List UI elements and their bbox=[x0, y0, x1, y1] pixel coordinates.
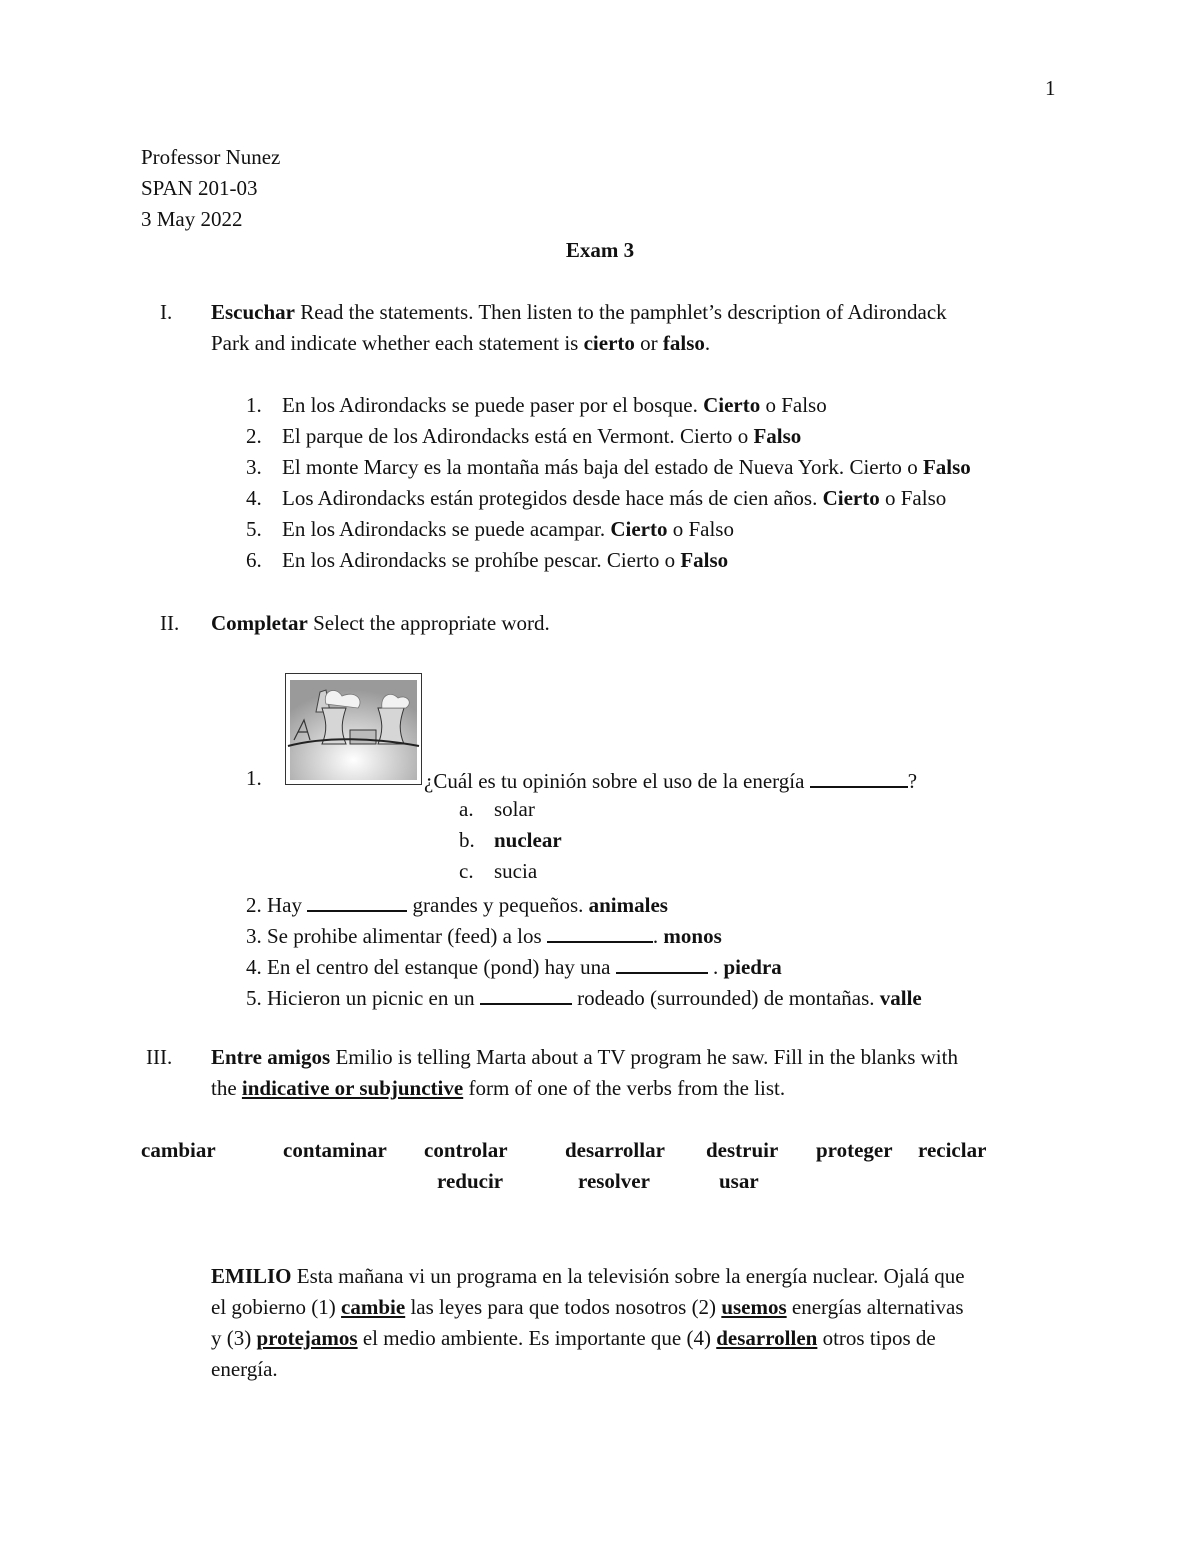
statement-text: Los Adirondacks están protegidos desde hace más de cien años. bbox=[282, 486, 823, 510]
statement-text: En los Adirondacks se puede acampar. bbox=[282, 517, 611, 541]
page-number: 1 bbox=[1045, 76, 1056, 100]
q3-answer: monos bbox=[663, 924, 722, 948]
section-1-instr-text: Read the statements. Then listen to the pamphlet’s description of Adirondack bbox=[295, 300, 947, 324]
q3-text: 3. Se prohibe alimentar (feed) a los bbox=[246, 924, 547, 948]
verb-proteger: proteger bbox=[816, 1138, 893, 1162]
section-1-instr-text2: Park and indicate whether each statement is bbox=[211, 331, 584, 355]
emilio-text-3a: y (3) bbox=[211, 1326, 257, 1350]
falso-option: Falso bbox=[680, 548, 729, 572]
emilio-line-4: energía. bbox=[211, 1357, 278, 1381]
section-1-instructions-line1 bbox=[211, 302, 947, 323]
answer-4: desarrollen bbox=[716, 1326, 818, 1350]
falso-option: Falso bbox=[781, 393, 827, 417]
verb-resolver: resolver bbox=[578, 1169, 650, 1193]
statement-3-number: 3. bbox=[246, 455, 262, 479]
section-2-instr-text: Select the appropriate word. bbox=[307, 611, 550, 635]
or-word: o bbox=[901, 455, 923, 479]
q4-text: 4. En el centro del estanque (pond) hay una bbox=[246, 955, 616, 979]
q2-text-post: grandes y pequeños. bbox=[407, 893, 589, 917]
statement-6 bbox=[282, 550, 728, 571]
emilio-text-3c: otros tipos de bbox=[817, 1326, 936, 1350]
cierto-label: cierto bbox=[583, 331, 635, 355]
falso-label: falso bbox=[662, 331, 705, 355]
q2-answer: animales bbox=[588, 893, 668, 917]
speaker-emilio: EMILIO bbox=[211, 1264, 292, 1288]
emilio-line-1 bbox=[211, 1266, 965, 1287]
statement-3 bbox=[282, 457, 971, 478]
statement-6-number: 6. bbox=[246, 548, 262, 572]
emilio-text-2c: energías alternativas bbox=[786, 1295, 964, 1319]
statement-4 bbox=[282, 488, 946, 509]
verb-reducir: reducir bbox=[437, 1169, 504, 1193]
option-c-letter: c. bbox=[459, 859, 474, 883]
q1-number: 1. bbox=[246, 766, 262, 790]
verb-destruir: destruir bbox=[706, 1138, 779, 1162]
statement-5 bbox=[282, 519, 734, 540]
or-word: o bbox=[659, 548, 681, 572]
emilio-line-3 bbox=[211, 1328, 936, 1349]
section-3-instructions-line1 bbox=[211, 1047, 958, 1068]
q4-answer: piedra bbox=[723, 955, 782, 979]
answer-3: protejamos bbox=[256, 1326, 358, 1350]
q1-question-mark: ? bbox=[907, 769, 918, 793]
verb-desarrollar: desarrollar bbox=[565, 1138, 665, 1162]
emilio-text-2b: las leyes para que todos nosotros (2) bbox=[405, 1295, 722, 1319]
cierto-option: Cierto bbox=[606, 548, 660, 572]
statement-1 bbox=[282, 395, 827, 416]
answer-1: cambie bbox=[341, 1295, 406, 1319]
option-c-text: sucia bbox=[494, 859, 538, 883]
section-3-heading: Entre amigos bbox=[211, 1045, 331, 1069]
professor-name: Professor Nunez bbox=[141, 145, 281, 169]
statement-2 bbox=[282, 426, 801, 447]
q4 bbox=[246, 954, 782, 978]
section-3-numeral: III. bbox=[146, 1045, 173, 1069]
section-2-instructions bbox=[211, 613, 550, 634]
option-b-text: nuclear bbox=[494, 828, 562, 852]
or-word: o bbox=[760, 393, 782, 417]
section-3-instr-text2: the bbox=[211, 1076, 242, 1100]
cierto-option: Cierto bbox=[822, 486, 880, 510]
indicative-subjunctive-emphasis: indicative or subjunctive bbox=[241, 1076, 464, 1100]
falso-option: Falso bbox=[688, 517, 734, 541]
power-plant-image bbox=[285, 673, 422, 785]
section-3-instr-text3: form of one of the verbs from the list. bbox=[463, 1076, 786, 1100]
statement-4-number: 4. bbox=[246, 486, 262, 510]
q4-blank bbox=[616, 954, 708, 974]
verb-controlar: controlar bbox=[424, 1138, 508, 1162]
section-3-instructions-line2 bbox=[211, 1078, 785, 1099]
q5-answer: valle bbox=[879, 986, 922, 1010]
verb-cambiar: cambiar bbox=[141, 1138, 216, 1162]
emilio-text-3b: el medio ambiente. Es importante que (4) bbox=[357, 1326, 717, 1350]
emilio-line-2 bbox=[211, 1297, 964, 1318]
q3-text-post: . bbox=[652, 924, 664, 948]
exam-date: 3 May 2022 bbox=[141, 207, 243, 231]
section-1-numeral: I. bbox=[160, 300, 173, 324]
exam-title: Exam 3 bbox=[565, 238, 635, 262]
cierto-option: Cierto bbox=[703, 393, 761, 417]
q5-text: 5. Hicieron un picnic en un bbox=[246, 986, 480, 1010]
cierto-option: Cierto bbox=[679, 424, 733, 448]
or-word: o bbox=[879, 486, 901, 510]
q2 bbox=[246, 892, 668, 916]
q1-question-text: ¿Cuál es tu opinión sobre el uso de la energía bbox=[424, 769, 810, 793]
q3 bbox=[246, 923, 722, 947]
period: . bbox=[704, 331, 711, 355]
statement-text: El parque de los Adirondacks está en Vermont. bbox=[282, 424, 680, 448]
cierto-option: Cierto bbox=[849, 455, 902, 479]
section-2-numeral: II. bbox=[160, 611, 180, 635]
q1-question bbox=[424, 768, 917, 792]
q2-text: 2. Hay bbox=[246, 893, 308, 917]
answer-2: usemos bbox=[721, 1295, 787, 1319]
emilio-text-2a: el gobierno (1) bbox=[211, 1295, 342, 1319]
q4-text-post: . bbox=[707, 955, 724, 979]
statement-5-number: 5. bbox=[246, 517, 262, 541]
section-1-instructions-line2 bbox=[211, 333, 710, 354]
section-1-heading: Escuchar bbox=[211, 300, 295, 324]
section-3-instr-text: Emilio is telling Marta about a TV program he saw. Fill in the blanks with bbox=[330, 1045, 958, 1069]
q1-blank bbox=[810, 768, 908, 788]
cierto-option: Cierto bbox=[610, 517, 668, 541]
statement-1-number: 1. bbox=[246, 393, 262, 417]
or-label: or bbox=[634, 331, 663, 355]
q5-text-post: rodeado (surrounded) de montañas. bbox=[571, 986, 880, 1010]
or-word: o bbox=[732, 424, 754, 448]
option-a-letter: a. bbox=[459, 797, 474, 821]
statement-text: En los Adirondacks se prohíbe pescar. bbox=[282, 548, 607, 572]
q3-blank bbox=[547, 923, 653, 943]
option-a-text: solar bbox=[494, 797, 535, 821]
verb-usar: usar bbox=[719, 1169, 759, 1193]
q5 bbox=[246, 985, 922, 1009]
statement-2-number: 2. bbox=[246, 424, 262, 448]
statement-text: El monte Marcy es la montaña más baja del estado de Nueva York. bbox=[282, 455, 850, 479]
verb-reciclar: reciclar bbox=[918, 1138, 987, 1162]
or-word: o bbox=[667, 517, 689, 541]
emilio-text-1: Esta mañana vi un programa en la televisión sobre la energía nuclear. Ojalá que bbox=[291, 1264, 965, 1288]
course-code: SPAN 201-03 bbox=[141, 176, 258, 200]
option-b-letter: b. bbox=[459, 828, 475, 852]
verb-contaminar: contaminar bbox=[283, 1138, 387, 1162]
q2-blank bbox=[307, 892, 407, 912]
q5-blank bbox=[480, 985, 572, 1005]
section-2-heading: Completar bbox=[211, 611, 308, 635]
falso-option: Falso bbox=[922, 455, 971, 479]
falso-option: Falso bbox=[900, 486, 947, 510]
falso-option: Falso bbox=[753, 424, 802, 448]
statement-text: En los Adirondacks se puede paser por el bosque. bbox=[282, 393, 704, 417]
